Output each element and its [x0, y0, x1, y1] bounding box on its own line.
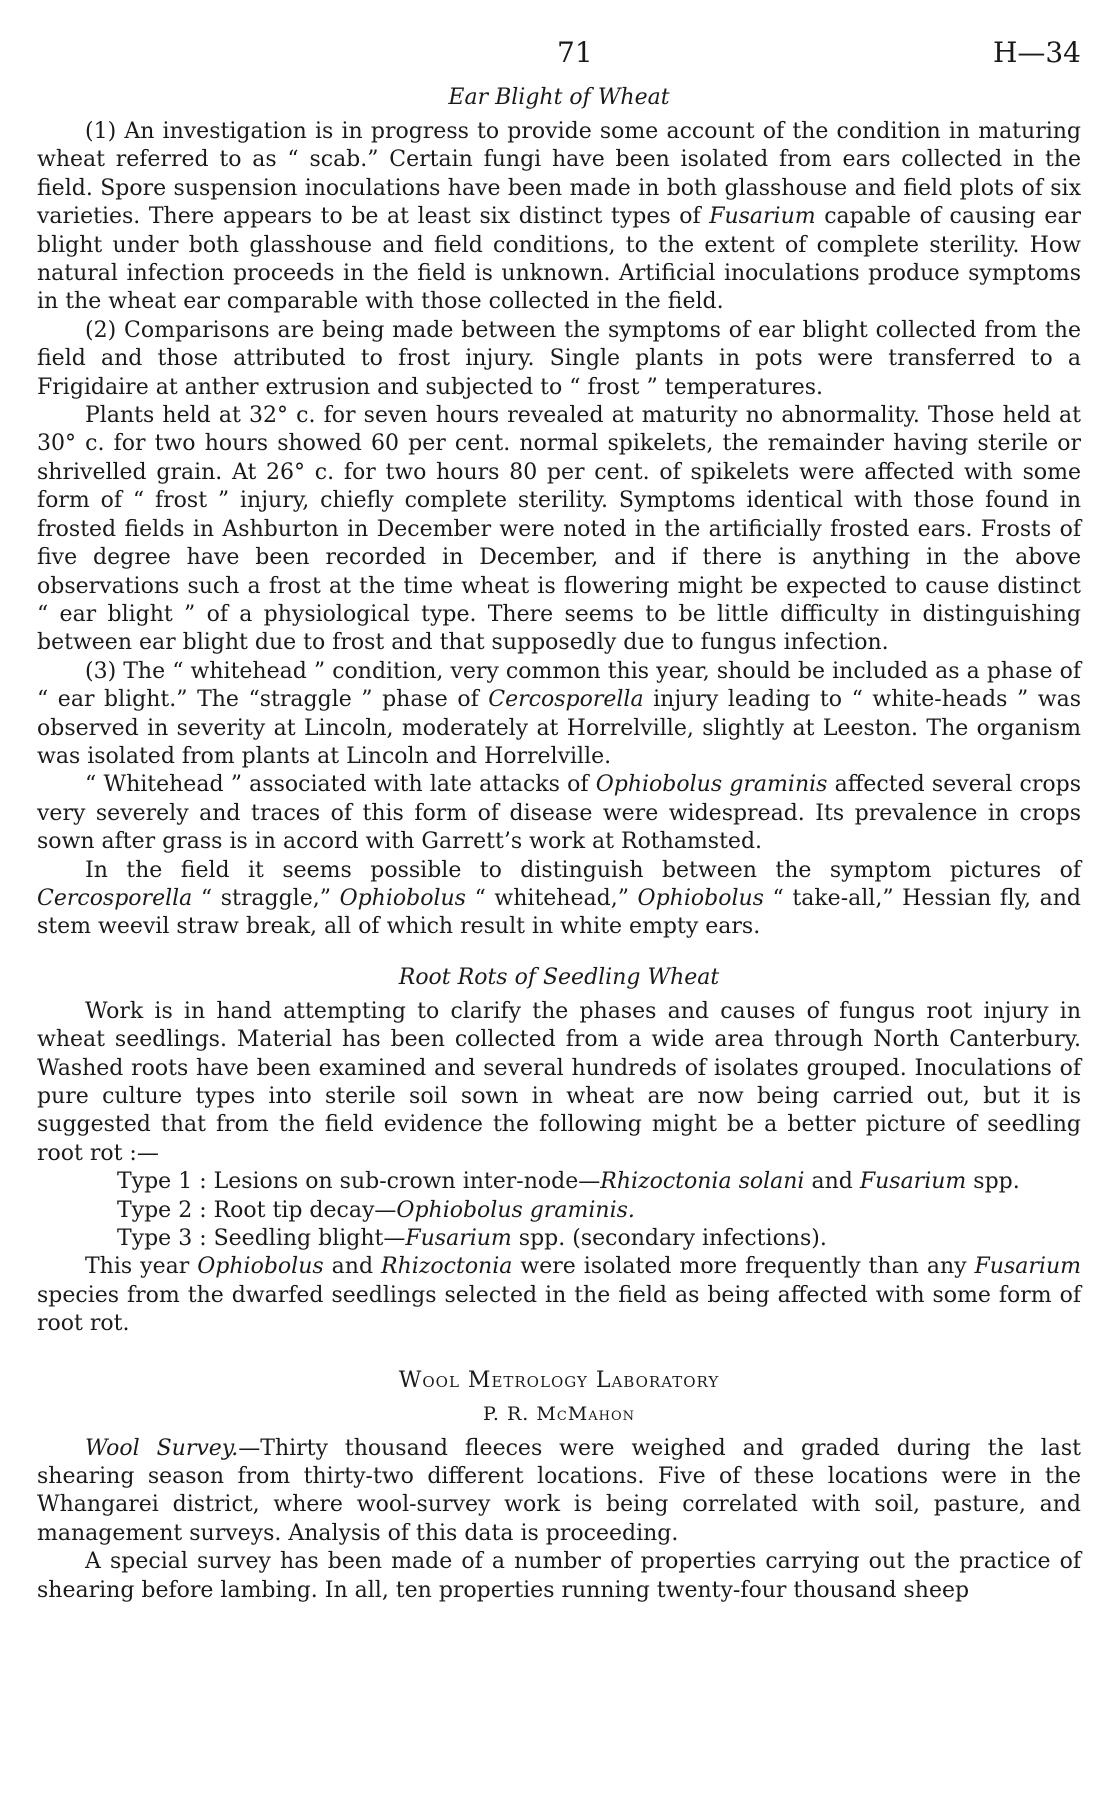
page-code: H—34	[992, 36, 1081, 69]
paragraph: In the field it seems possible to distinguish between the symptom pictures of Cercosporella “ straggle,” Ophiobolus “ whitehead,” Ophiobolus “ take-all,” Hessian fly, and stem weevil straw break, all of which result in white empty ears.	[37, 857, 1082, 940]
document-page	[37, 36, 1081, 1605]
type-item: Type 1 : Lesions on sub-crown inter-node—Rhizoctonia solani and Fusarium spp.	[117, 1169, 1020, 1195]
paragraph: This year Ophiobolus and Rhizoctonia were isolated more frequently than any Fusarium species from the dwarfed seedlings selected in the field as being affected with some form of root rot.	[37, 1254, 1081, 1337]
section-title-root-rots: Root Rots of Seedling Wheat	[398, 964, 720, 990]
section-title-ear-blight: Ear Blight of Wheat	[448, 85, 670, 110]
paragraph: Wool Survey.—Thirty thousand fleeces were weighed and graded during the last shearing season from thirty-two different locations. Five of these locations were in the Whangarei district, where wool-survey work is being correlated with soil, pasture, and management surveys. Analysis of this data is proceeding.	[37, 1435, 1082, 1546]
section-title-wool: Wool Metrology Laboratory	[398, 1367, 720, 1393]
page-header	[37, 36, 1081, 80]
type-list	[37, 1168, 1081, 1253]
paragraph: Plants held at 32° c. for seven hours revealed at maturity no abnormality. Those held at 30° c. for two hours showed 60 per cent. normal spikelets, the remainder having sterile or shrivelled grain. At 26° c. for two hours 80 per cent. of spikelets were affected with some form of “ frost ” injury, chiefly complete sterility. Symptoms identical with those found in frosted fields in Ashburton in December were noted in the artificially frosted ears. Frosts of five degree have been recorded in December, and if there is anything in the above observations such a frost at the time wheat is flowering might be expected to cause distinct “ ear blight ” of a physiological type. There seems to be little difficulty in distinguishing between ear blight due to frost and that supposedly due to fungus infection.	[37, 403, 1081, 656]
type-item: Type 2 : Root tip decay—Ophiobolus graminis.	[117, 1197, 635, 1223]
paragraph: Work is in hand attempting to clarify the phases and causes of fungus root injury in wheat seedlings. Material has been collected from a wide area through North Canterbury. Washed roots have been examined and several hundreds of isolates grouped. Inoculations of pure culture types into sterile soil sown in wheat are now being carried out, but it is suggested that from the field evidence the following might be a better picture of seedling root rot :—	[37, 998, 1081, 1166]
paragraph: (3) The “ whitehead ” condition, very common this year, should be included as a phase of “ ear blight.” The “straggle ” phase of Cercosporella injury leading to “ white-heads ” was observed in severity at Lincoln, moderately at Horrelville, slightly at Leeston. The organism was isolated from plants at Lincoln and Horrelville.	[37, 658, 1081, 769]
paragraph: A special survey has been made of a number of properties carrying out the practice of shearing before lambing. In all, ten properties running twenty-four thousand sheep	[37, 1549, 1081, 1603]
paragraph: (2) Comparisons are being made between the symptoms of ear blight collected from the field and those attributed to frost injury. Single plants in pots were transferred to a Frigidaire at anther extrusion and subjected to “ frost ” temperatures.	[37, 317, 1081, 400]
page-number: 71	[557, 36, 593, 69]
paragraph: (1) An investigation is in progress to provide some account of the condition in maturing wheat referred to as “ scab.” Certain fungi have been isolated from ears collected in the field. Spore suspension inoculations have been made in both glasshouse and field plots of six varieties. There appears to be at least six distinct types of Fusarium capable of causing ear blight under both glasshouse and field conditions, to the extent of complete sterility. How natural infection proceeds in the field is unknown. Artificial inoculations produce symptoms in the wheat ear comparable with those collected in the field.	[37, 119, 1081, 315]
paragraph: “ Whitehead ” associated with late attacks of Ophiobolus graminis affected several crops very severely and traces of this form of disease were widespread. Its prevalence in crops sown after grass is in accord with Garrett’s work at Rothamsted.	[37, 772, 1081, 855]
type-item: Type 3 : Seedling blight—Fusarium spp. (secondary infections).	[117, 1226, 827, 1252]
author-name: P. R. McMahon	[482, 1402, 635, 1425]
